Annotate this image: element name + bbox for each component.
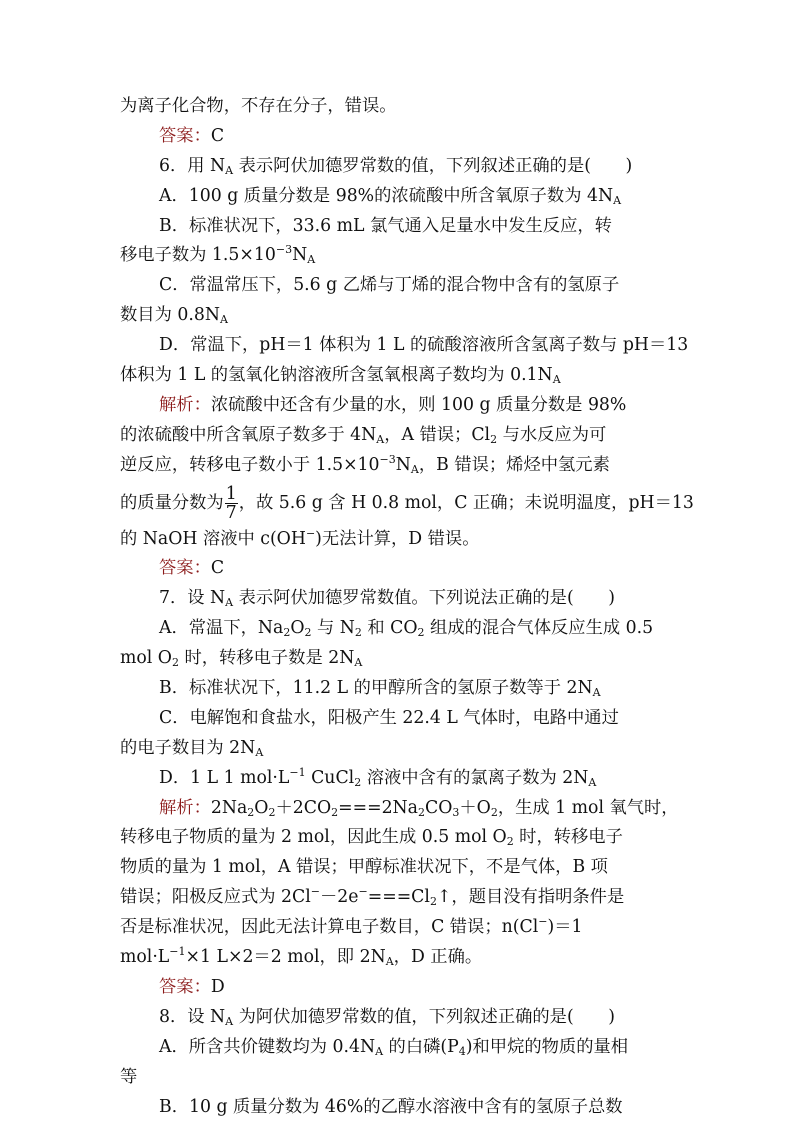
answer-value: C bbox=[210, 558, 225, 579]
text: 的电子数目为 2N bbox=[120, 737, 256, 758]
text-line bbox=[120, 92, 675, 122]
text: ＋2CO bbox=[275, 797, 332, 818]
subscript: A bbox=[255, 745, 264, 759]
fraction-numerator: 1 bbox=[225, 483, 237, 504]
text: 否是标准状况，因此无法计算电子数目，C 错误；n(Cl bbox=[120, 917, 539, 938]
question-7-title bbox=[120, 584, 675, 614]
text: D．1 L 1 mol·L bbox=[159, 767, 290, 788]
subscript: 2 bbox=[331, 805, 339, 819]
text: 逆反应，转移电子数小于 1.5×10 bbox=[120, 454, 380, 475]
analysis-label: 解析： bbox=[159, 394, 211, 415]
text: 表示阿伏加德罗常数值。下列说法正确的是( ) bbox=[233, 588, 616, 609]
text: 时，转移电子数是 2N bbox=[178, 648, 355, 669]
subscript: 2 bbox=[283, 626, 291, 640]
text: B．标准状况下，11.2 L 的甲醇所含的氢原子数等于 2N bbox=[159, 678, 593, 699]
option-a bbox=[120, 182, 675, 212]
superscript: −1 bbox=[289, 765, 306, 779]
text: ↑，题目没有指明条件是 bbox=[436, 887, 625, 908]
option-a-cont bbox=[120, 1063, 675, 1093]
analysis-cont bbox=[120, 913, 675, 943]
subscript: 2 bbox=[304, 626, 312, 640]
subscript: A bbox=[225, 596, 234, 610]
text: 与水反应为可 bbox=[497, 424, 607, 445]
subscript: 2 bbox=[354, 626, 362, 640]
subscript: 2 bbox=[490, 805, 498, 819]
text: 组成的混合气体反应生成 0.5 bbox=[424, 618, 654, 639]
text: mol O bbox=[120, 648, 172, 669]
superscript: − bbox=[358, 885, 368, 899]
subscript: 3 bbox=[452, 805, 460, 819]
superscript: − bbox=[538, 915, 548, 929]
text: A．所含共价键数均为 0.4N bbox=[159, 1036, 376, 1057]
subscript: 2 bbox=[506, 835, 514, 849]
text: )无法计算，D 错误。 bbox=[315, 528, 480, 549]
text: CuCl bbox=[305, 767, 355, 788]
text: D．常温下，pH＝1 体积为 1 L 的硫酸溶液所含氢离子数与 pH＝13 bbox=[159, 335, 689, 356]
subscript: A bbox=[225, 1014, 234, 1028]
subscript: 2 bbox=[429, 895, 437, 909]
analysis-cont bbox=[120, 525, 675, 555]
text: CO bbox=[424, 797, 453, 818]
text: 错误；阳极反应式为 2Cl bbox=[120, 887, 311, 908]
superscript: −1 bbox=[169, 945, 186, 959]
text: A．常温下，Na bbox=[159, 618, 284, 639]
option-b bbox=[120, 1093, 675, 1123]
answer-value: C bbox=[210, 125, 225, 146]
subscript: 2 bbox=[490, 432, 498, 446]
text: 的白磷(P bbox=[383, 1036, 459, 1057]
subscript: A bbox=[225, 163, 234, 177]
subscript: A bbox=[552, 373, 561, 387]
subscript: A bbox=[307, 253, 316, 267]
text: O bbox=[290, 618, 305, 639]
text: 物质的量为 1 mol，A 错误；甲醇标准状况下，不是气体，B 项 bbox=[120, 857, 608, 878]
fraction-denominator: 7 bbox=[225, 502, 237, 523]
superscript: − bbox=[310, 885, 320, 899]
text: 7．设 N bbox=[159, 588, 226, 609]
text: ，生成 1 mol 氧气时， bbox=[497, 797, 679, 818]
text: N bbox=[395, 454, 411, 475]
text: ＋O bbox=[459, 797, 491, 818]
text: 转移电子物质的量为 2 mol，因此生成 0.5 mol O bbox=[120, 827, 507, 848]
text: )和甲烷的物质的量相 bbox=[465, 1036, 629, 1057]
option-d-cont bbox=[120, 361, 675, 391]
text: 的质量分数为 bbox=[120, 492, 224, 513]
option-b bbox=[120, 212, 675, 242]
text: 溶液中含有的氯离子数为 2N bbox=[361, 767, 589, 788]
subscript: 2 bbox=[171, 656, 179, 670]
option-b-cont bbox=[120, 241, 675, 271]
subscript: 2 bbox=[417, 626, 425, 640]
text: 的 NaOH 溶液中 c(OH bbox=[120, 528, 306, 549]
text: B．标准状况下，33.6 mL 氯气通入足量水中发生反应，转 bbox=[159, 215, 612, 236]
answer-label: 答案： bbox=[159, 976, 211, 997]
subscript: A bbox=[375, 1044, 384, 1058]
text: B．10 g 质量分数为 46%的乙醇水溶液中含有的氢原子总数 bbox=[159, 1096, 623, 1117]
subscript: 2 bbox=[417, 805, 425, 819]
text: ===2Na bbox=[338, 797, 418, 818]
subscript: A bbox=[410, 462, 419, 476]
superscript: − bbox=[305, 526, 316, 540]
text: 体积为 1 L 的氢氧化钠溶液所含氢氧根离子数均为 0.1N bbox=[120, 365, 553, 386]
text: 8．设 N bbox=[159, 1006, 226, 1027]
option-a bbox=[120, 1033, 675, 1063]
answer-line bbox=[120, 122, 675, 152]
answer-line bbox=[120, 554, 675, 584]
subscript: A bbox=[376, 432, 385, 446]
subscript: A bbox=[613, 193, 622, 207]
subscript: 2 bbox=[247, 805, 255, 819]
text: )＝1 bbox=[547, 917, 583, 938]
option-c bbox=[120, 704, 675, 734]
option-d bbox=[120, 331, 689, 361]
analysis-cont bbox=[120, 451, 675, 481]
text: 等 bbox=[120, 1066, 138, 1087]
option-b bbox=[120, 674, 675, 704]
analysis-cont bbox=[120, 421, 675, 451]
subscript: A bbox=[385, 955, 394, 969]
text: 和 CO bbox=[361, 618, 418, 639]
document-page bbox=[120, 92, 694, 1122]
text: O bbox=[254, 797, 269, 818]
text: A．100 g 质量分数是 98%的浓硫酸中所含氧原子数为 4N bbox=[159, 185, 614, 206]
subscript: 2 bbox=[268, 805, 276, 819]
subscript: A bbox=[592, 686, 601, 700]
option-c-cont bbox=[120, 301, 675, 331]
text: 6．用 N bbox=[159, 155, 226, 176]
option-c-cont bbox=[120, 734, 675, 764]
text: 数目为 0.8N bbox=[120, 305, 220, 326]
superscript: −3 bbox=[275, 243, 293, 257]
answer-label: 答案： bbox=[159, 125, 211, 146]
text: 为离子化合物，不存在分子，错误。 bbox=[120, 96, 397, 116]
text: －2e bbox=[320, 887, 359, 908]
analysis-line bbox=[120, 391, 675, 421]
text: ×1 L×2＝2 mol，即 2N bbox=[185, 947, 386, 968]
question-6-title bbox=[120, 152, 675, 182]
analysis-cont bbox=[120, 943, 675, 973]
text: ，D 正确。 bbox=[393, 947, 483, 968]
text: ，A 错误；Cl bbox=[384, 424, 491, 445]
answer-label: 答案： bbox=[159, 558, 211, 579]
analysis-cont bbox=[120, 823, 675, 853]
text: mol·L bbox=[120, 947, 170, 968]
text: 表示阿伏加德罗常数的值，下列叙述正确的是( ) bbox=[233, 155, 633, 176]
fraction bbox=[225, 485, 238, 522]
analysis-cont bbox=[120, 481, 694, 525]
analysis-line bbox=[120, 794, 679, 824]
text: C．电解饱和食盐水，阳极产生 22.4 L 气体时，电路中通过 bbox=[159, 707, 619, 728]
text: 浓硫酸中还含有少量的水，则 100 g 质量分数是 98% bbox=[210, 394, 627, 415]
question-8-title bbox=[120, 1003, 675, 1033]
text: C．常温常压下，5.6 g 乙烯与丁烯的混合物中含有的氢原子 bbox=[159, 275, 620, 296]
text: N bbox=[292, 245, 308, 266]
subscript: 4 bbox=[458, 1044, 466, 1058]
text: 移电子数为 1.5×10 bbox=[120, 245, 276, 266]
superscript: −3 bbox=[379, 452, 396, 466]
option-c bbox=[120, 271, 675, 301]
text: 2Na bbox=[210, 797, 248, 818]
subscript: A bbox=[219, 313, 228, 327]
subscript: A bbox=[588, 775, 597, 789]
analysis-label: 解析： bbox=[159, 797, 211, 818]
text: 的浓硫酸中所含氧原子数多于 4N bbox=[120, 424, 377, 445]
answer-value: D bbox=[210, 976, 225, 997]
answer-line bbox=[120, 973, 675, 1003]
analysis-cont bbox=[120, 853, 675, 883]
text: 与 N bbox=[311, 618, 355, 639]
text: ===Cl bbox=[367, 887, 430, 908]
option-a-cont bbox=[120, 644, 675, 674]
subscript: 2 bbox=[354, 775, 362, 789]
subscript: A bbox=[354, 656, 363, 670]
option-d bbox=[120, 764, 675, 794]
option-a bbox=[120, 614, 675, 644]
text: 为阿伏加德罗常数的值，下列叙述正确的是( ) bbox=[233, 1006, 616, 1027]
text: ，故 5.6 g 含 H 0.8 mol，C 正确；未说明温度，pH＝13 bbox=[238, 492, 694, 513]
text: ，B 错误；烯烃中氢元素 bbox=[418, 454, 610, 475]
text: 时，转移电子 bbox=[513, 827, 623, 848]
analysis-cont bbox=[120, 883, 675, 913]
